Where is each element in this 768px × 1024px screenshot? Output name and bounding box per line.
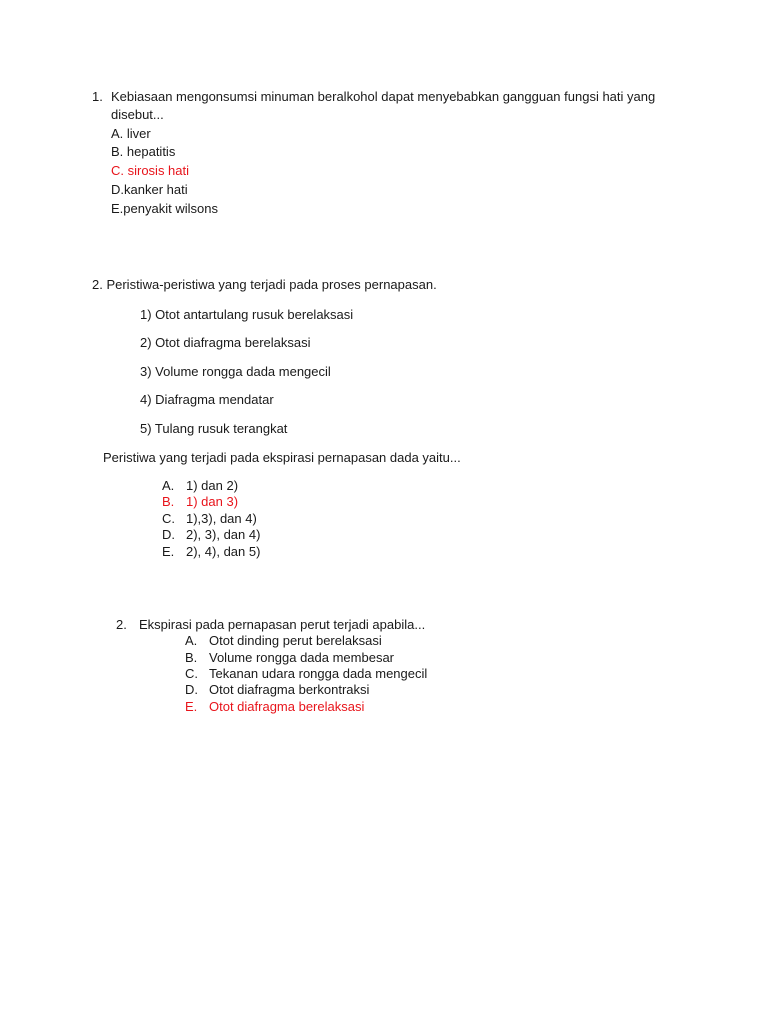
q1-option-b: B. hepatitis [111,144,176,159]
q2-option-b-text-answer: 1) dan 3) [186,494,239,509]
q2-option-d-letter: D. [162,527,175,542]
q1-option-a: A. liver [111,126,151,141]
q3-option-d-text: Otot diafragma berkontraksi [209,682,370,697]
q2-question: 2. Peristiwa-peristiwa yang terjadi pada proses pernapasan. [92,277,437,292]
q3-option-b-letter: B. [185,650,198,665]
q2-statement-2: 2) Otot diafragma berelaksasi [140,335,311,350]
q2-prompt: Peristiwa yang terjadi pada ekspirasi pernapasan dada yaitu... [103,450,461,465]
q3-option-b-text: Volume rongga dada membesar [209,650,395,665]
q3-option-e-text-answer: Otot diafragma berelaksasi [209,699,365,714]
q1-question-line1: Kebiasaan mengonsumsi minuman beralkohol dapat menyebabkan gangguan fungsi hati yang [111,89,656,104]
q1-question-line2: disebut... [111,107,164,122]
q1-option-c-answer: C. sirosis hati [111,163,190,178]
q3-option-a-text: Otot dinding perut berelaksasi [209,633,382,648]
q3-number: 2. [116,617,127,632]
q1-option-d: D.kanker hati [111,182,188,197]
q2-statement-1: 1) Otot antartulang rusuk berelaksasi [140,307,354,322]
q2-option-d-text: 2), 3), dan 4) [186,527,261,542]
q1-option-e: E.penyakit wilsons [111,201,218,216]
q2-statement-5: 5) Tulang rusuk terangkat [140,421,288,436]
q3-question: Ekspirasi pada pernapasan perut terjadi apabila... [139,617,426,632]
q2-option-a-letter: A. [162,478,175,493]
q1-number: 1. [92,89,103,104]
q2-option-c-text: 1),3), dan 4) [186,511,257,526]
q3-option-d-letter: D. [185,682,198,697]
q2-statement-3: 3) Volume rongga dada mengecil [140,364,331,379]
q2-option-a-text: 1) dan 2) [186,478,239,493]
q3-option-e-letter-answer: E. [185,699,198,714]
q3-option-c-text: Tekanan udara rongga dada mengecil [209,666,428,681]
q2-option-c-letter: C. [162,511,175,526]
q3-option-c-letter: C. [185,666,198,681]
q2-option-e-letter: E. [162,544,175,559]
q2-option-b-letter-answer: B. [162,494,175,509]
q2-option-e-text: 2), 4), dan 5) [186,544,261,559]
q2-statement-4: 4) Diafragma mendatar [140,392,274,407]
q3-option-a-letter: A. [185,633,198,648]
